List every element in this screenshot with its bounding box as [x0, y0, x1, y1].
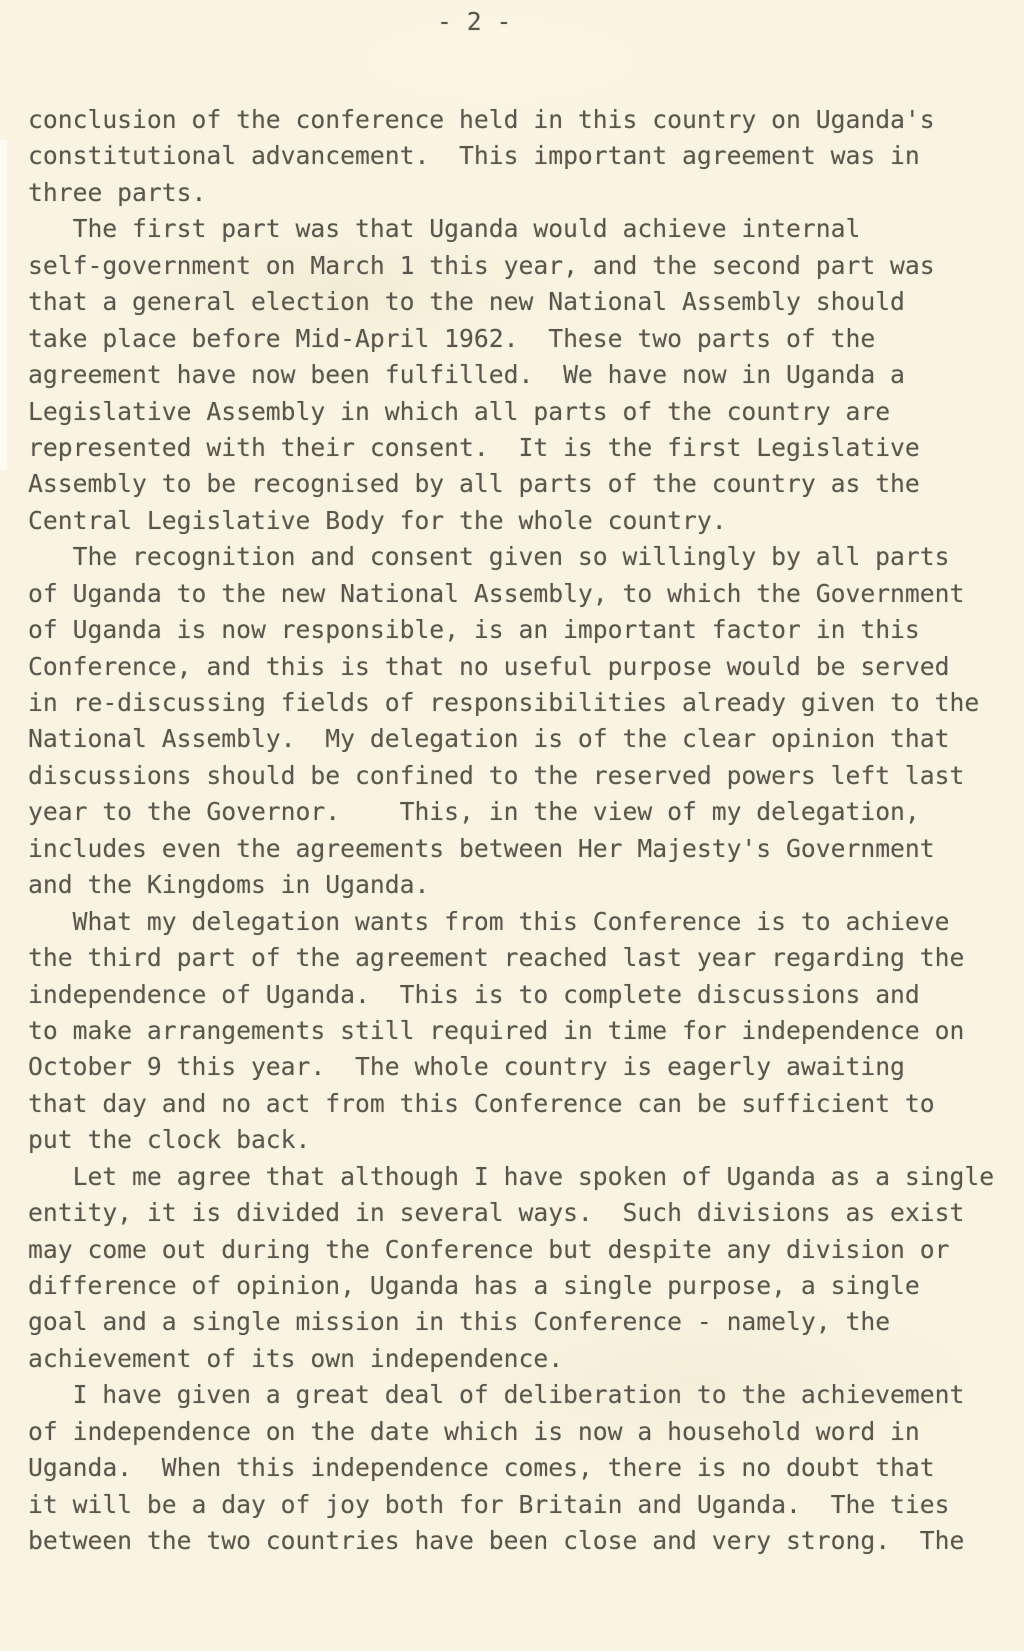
- text-line: Central Legislative Body for the whole country.: [28, 505, 727, 535]
- text-line: entity, it is divided in several ways. Such divisions as exist: [28, 1198, 965, 1228]
- text-line: Assembly to be recognised by all parts of the country as the: [28, 469, 920, 499]
- paragraph: [28, 539, 1008, 903]
- text-line: The first part was that Uganda would achieve internal: [72, 214, 861, 244]
- paragraph: [28, 1159, 1008, 1378]
- text-line: of independence on the date which is now a household word in: [28, 1416, 920, 1446]
- text-line: agreement have now been fulfilled. We have now in Uganda a: [28, 360, 905, 390]
- page-edge-highlight: [0, 140, 7, 470]
- paragraph: [28, 904, 1008, 1159]
- document-body: [28, 102, 1008, 1560]
- text-line: three parts.: [28, 177, 207, 207]
- text-line: conclusion of the conference held in this country on Uganda's: [28, 105, 935, 134]
- text-line: may come out during the Conference but despite any division or: [28, 1234, 950, 1264]
- text-line: it will be a day of joy both for Britain and Uganda. The ties: [28, 1489, 950, 1519]
- text-line: of Uganda to the new National Assembly, to which the Government: [28, 578, 965, 608]
- text-line: constitutional advancement. This important agreement was in: [28, 141, 920, 171]
- text-line: includes even the agreements between Her Majesty's Government: [28, 833, 935, 863]
- text-line: year to the Governor. This, in the view of my delegation,: [28, 797, 920, 827]
- text-line: between the two countries have been close and very strong. The: [28, 1526, 965, 1556]
- paragraph: [28, 211, 1008, 539]
- text-line: in re-discussing fields of responsibilities already given to the: [28, 688, 980, 717]
- text-line: Conference, and this is that no useful purpose would be served: [28, 651, 950, 681]
- page-number: - 2 -: [437, 7, 512, 36]
- text-line: of Uganda is now responsible, is an important factor in this: [28, 615, 920, 645]
- text-line: independence of Uganda. This is to complete discussions and: [28, 979, 920, 1009]
- text-line: Legislative Assembly in which all parts of the country are: [28, 396, 891, 426]
- text-line: take place before Mid-April 1962. These two parts of the: [28, 323, 876, 353]
- text-line: The recognition and consent given so willingly by all parts: [72, 542, 950, 572]
- text-line: to make arrangements still required in time for independence on: [28, 1015, 965, 1045]
- text-line: Let me agree that although I have spoken of Uganda as a single: [72, 1161, 995, 1191]
- text-line: Uganda. When this independence comes, there is no doubt that: [28, 1453, 935, 1483]
- paragraph: [28, 102, 1008, 211]
- text-line: discussions should be confined to the reserved powers left last: [28, 760, 965, 790]
- text-line: represented with their consent. It is the first Legislative: [28, 432, 920, 462]
- text-line: goal and a single mission in this Conference - namely, the: [28, 1307, 891, 1337]
- text-line: What my delegation wants from this Conference is to achieve: [72, 906, 950, 936]
- text-line: put the clock back.: [28, 1125, 311, 1155]
- text-line: and the Kingdoms in Uganda.: [28, 870, 430, 900]
- text-line: I have given a great deal of deliberation to the achievement: [72, 1380, 965, 1410]
- text-line: difference of opinion, Uganda has a single purpose, a single: [28, 1271, 920, 1300]
- text-line: the third part of the agreement reached last year regarding the: [28, 943, 965, 973]
- text-line: National Assembly. My delegation is of the clear opinion that: [28, 724, 950, 754]
- paragraph: [28, 1377, 1008, 1559]
- text-line: achievement of its own independence.: [28, 1343, 564, 1373]
- text-line: self-government on March 1 this year, and the second part was: [28, 250, 935, 280]
- text-line: that day and no act from this Conference can be sufficient to: [28, 1088, 935, 1118]
- text-line: that a general election to the new National Assembly should: [28, 287, 905, 317]
- text-line: October 9 this year. The whole country is eagerly awaiting: [28, 1052, 905, 1082]
